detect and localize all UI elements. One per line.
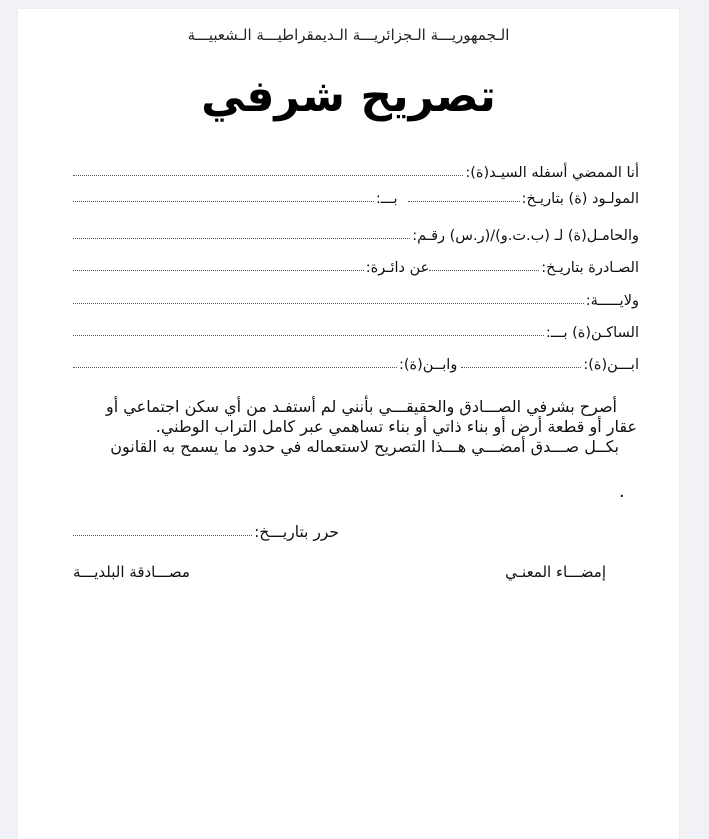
declaration-end-dot: .: [619, 481, 625, 502]
declaration-line: أصرح بشرفي الصـــادق والحقيقـــي بأنني لم أستفـد من أي سكن اجتماعي أو: [106, 397, 617, 416]
field-label: الصـادرة بتاريـخ:: [541, 260, 639, 276]
field-full-name: [73, 159, 639, 181]
document-title: تصريح شرفي: [201, 71, 496, 122]
declaration-line: عقار أو قطعة أرض أو بناء ذاتي أو بناء تساهمي عبر كامل التراب الوطني.: [155, 417, 637, 436]
field-wilaya: [73, 287, 639, 309]
wilaya-input[interactable]: [73, 303, 584, 304]
field-id-number: [73, 222, 639, 244]
issue-date-input[interactable]: [429, 270, 539, 271]
field-parents: [73, 351, 639, 373]
field-label: حرر بتاريـــخ:: [254, 523, 339, 541]
field-label: الساكـن(ة) بـــ:: [545, 325, 639, 341]
field-address: [73, 319, 639, 341]
mother-name-input[interactable]: [73, 367, 397, 368]
applicant-signature-label: إمضـــاء المعنـي: [505, 563, 606, 581]
field-label: وابــن(ة):: [398, 357, 458, 373]
field-label: والحامـل(ة) لـ (ب.ت.و)/(ر.س) رقـم:: [412, 228, 639, 244]
declaration-paragraph: [68, 397, 637, 457]
field-label: ابـــن(ة):: [583, 357, 639, 373]
birth-place-input[interactable]: [73, 201, 374, 202]
field-issued-on: [73, 519, 339, 541]
field-label: أنا الممضي أسفله السيـد(ة):: [465, 165, 639, 181]
field-label: ولايـــــة:: [585, 293, 639, 309]
field-issue: [73, 254, 639, 276]
father-name-input[interactable]: [461, 367, 581, 368]
full-name-input[interactable]: [73, 175, 463, 176]
id-number-input[interactable]: [73, 238, 410, 239]
field-birth: [73, 185, 639, 207]
birth-date-input[interactable]: [408, 201, 520, 202]
field-label: عن دائـرة:: [365, 260, 430, 276]
republic-header: الـجمهوريـــة الـجزائريـــة الـديمقراطيـــة الـشعبيـــة: [187, 26, 510, 44]
document-page: [18, 9, 679, 839]
daira-input[interactable]: [73, 270, 364, 271]
issued-on-input[interactable]: [73, 535, 252, 536]
field-label: المولـود (ة) بتاريـخ:: [521, 191, 639, 207]
municipality-certification-label: مصـــادقة البلديـــة: [73, 563, 190, 581]
address-input[interactable]: [73, 335, 544, 336]
field-label: بـــ:: [375, 191, 398, 207]
declaration-line: بكــل صـــدق أمضـــي هـــذا التصريح لاستعماله في حدود ما يسمح به القانون: [110, 437, 619, 456]
